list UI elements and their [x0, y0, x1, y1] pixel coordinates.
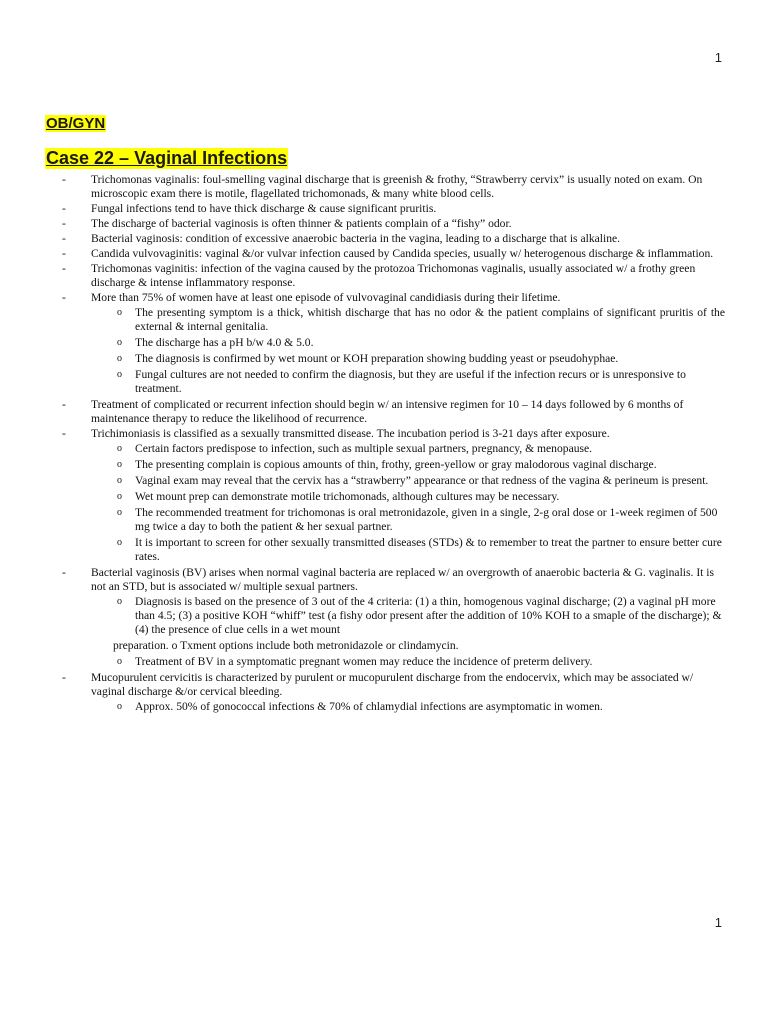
sub-item: o Fungal cultures are not needed to confirm the diagnosis, but they are useful if the infection recurs or is unresponsive to treatment. — [91, 368, 725, 396]
list-item: - Fungal infections tend to have thick discharge & cause significant pruritis. — [45, 202, 725, 216]
sub-item: o Vaginal exam may reveal that the cervix has a “strawberry” appearance or that redness of the vagina & perineum is present. — [91, 474, 725, 488]
sub-item: o The discharge has a pH b/w 4.0 & 5.0. — [91, 336, 725, 350]
sub-item: o Approx. 50% of gonococcal infections & 70% of chlamydial infections are asymptomatic in women. — [91, 700, 725, 714]
sub-item: o The presenting complain is copious amounts of thin, frothy, green-yellow or gray malodorous vaginal discharge. — [91, 458, 725, 472]
list-item: - Treatment of complicated or recurrent infection should begin w/ an intensive regimen for 10 – 14 days followed by 6 months of maintenance therapy to reduce the likelihood of recurrence. — [45, 398, 725, 426]
list-item: - Candida vulvovaginitis: vaginal &/or vulvar infection caused by Candida species, usually w/ heterogenous discharge & inflammation. — [45, 247, 725, 261]
list-item: - The discharge of bacterial vaginosis is often thinner & patients complain of a “fishy” odor. — [45, 217, 725, 231]
list-item: - Trichomonas vaginitis: infection of the vagina caused by the protozoa Trichomonas vaginalis, usually associated w/ a frothy green discharge & intense inflammatory response. — [45, 262, 725, 290]
sub-item: o The presenting symptom is a thick, whitish discharge that has no odor & the patient complains of significant pruritis of the external & internal genitalia. — [91, 306, 725, 334]
sub-list — [91, 700, 725, 714]
continuation-line: preparation. o Txment options include both metronidazole or clindamycin. — [113, 639, 459, 652]
case-title: Case 22 – Vaginal Infections — [46, 148, 288, 168]
list-item: - Mucopurulent cervicitis is characterized by purulent or mucopurulent discharge from the endocervix, which may be associated w/ vaginal discharge &/or cervical bleeding. o Approx. 50% of gonococcal infections & 70% of chlamydial infections are asymptomatic in women. — [45, 671, 725, 714]
list-item: - Trichimoniasis is classified as a sexually transmitted disease. The incubation period is 3-21 days after exposure. o Certain factors predispose to infection, such as multiple sexual partners, pregnancy, & menopause. o The presenting complain is copious amounts of thin, frothy, green-yellow or gray malodorous vaginal discharge. o Vaginal exam may reveal that the cervix has a “strawberry” appearance or that redness of the vagina & perineum is present. o Wet mount prep can demonstrate motile trichomonads, although cultures may be necessary. o The recommended treatment for trichomonas is oral metronidazole, given in a single, 2-g oral dose or 1-week regimen of 500 mg twice a day to both the patient & her sexual partner. o It is important to screen for other sexually transmitted diseases (STDs) & to remember to treat the partner to ensure better cure rates. — [45, 427, 725, 564]
list-item: - More than 75% of women have at least one episode of vulvovaginal candidiasis during their lifetime. o The presenting symptom is a thick, whitish discharge that has no odor & the patient complains of significant pruritis of the external & internal genitalia. o The discharge has a pH b/w 4.0 & 5.0. o The diagnosis is confirmed by wet mount or KOH preparation showing budding yeast or pseudohyphae. o Fungal cultures are not needed to confirm the diagnosis, but they are useful if the infection recurs or is unresponsive to treatment. — [45, 291, 725, 396]
sub-list — [91, 595, 725, 637]
page-number-top: 1 — [714, 50, 722, 65]
sub-item: o The diagnosis is confirmed by wet mount or KOH preparation showing budding yeast or pseudohyphae. — [91, 352, 725, 366]
list-item: - Trichomonas vaginalis: foul-smelling vaginal discharge that is greenish & frothy, “Strawberry cervix” is usually noted on exam. On microscopic exam there is motile, flagellated trichomonads, & many white blood cells. — [45, 173, 725, 201]
sub-list — [91, 442, 725, 564]
sub-list — [91, 306, 725, 396]
list-item: - Bacterial vaginosis: condition of excessive anaerobic bacteria in the vagina, leading to a discharge that is alkaline. — [45, 232, 725, 246]
sub-item: o Wet mount prep can demonstrate motile trichomonads, although cultures may be necessary. — [91, 490, 725, 504]
sub-item: o Diagnosis is based on the presence of 3 out of the 4 criteria: (1) a thin, homogenous vaginal discharge; (2) a vaginal pH more than 4.5; (3) a positive KOH “whiff” test (a fishy odor present after the addition of 10% KOH to a smaple of the discharge); & (4) the presence of clue cells in a wet mount — [91, 595, 725, 637]
sub-item: o Certain factors predispose to infection, such as multiple sexual partners, pregnancy, & menopause. — [91, 442, 725, 456]
sub-item: o Treatment of BV in a symptomatic pregnant women may reduce the incidence of preterm delivery. — [91, 655, 725, 669]
sub-item: o It is important to screen for other sexually transmitted diseases (STDs) & to remember to treat the partner to ensure better cure rates. — [91, 536, 725, 564]
page-number-bottom: 1 — [714, 915, 722, 930]
bullet-list — [45, 173, 725, 714]
sub-item: o The recommended treatment for trichomonas is oral metronidazole, given in a single, 2-g oral dose or 1-week regimen of 500 mg twice a day to both the patient & her sexual partner. — [91, 506, 725, 534]
sub-list — [91, 655, 725, 669]
document-body — [45, 115, 725, 716]
list-item: - Bacterial vaginosis (BV) arises when normal vaginal bacteria are replaced w/ an overgrowth of anaerobic bacteria & G. vaginalis. It is not an STD, but is associated w/ multiple sexual partners. o Diagnosis is based on the presence of 3 out of the 4 criteria: (1) a thin, homogenous vaginal discharge; (2) a vaginal pH more than 4.5; (3) a positive KOH “whiff” test (a fishy odor present after the addition of 10% KOH to a smaple of the discharge); & (4) the presence of clue cells in a wet mount preparation. o Txment options include both metronidazole or clindamycin. o Treatment of BV in a symptomatic pregnant women may reduce the incidence of preterm delivery. — [45, 566, 725, 669]
section-label: OB/GYN — [46, 115, 106, 132]
